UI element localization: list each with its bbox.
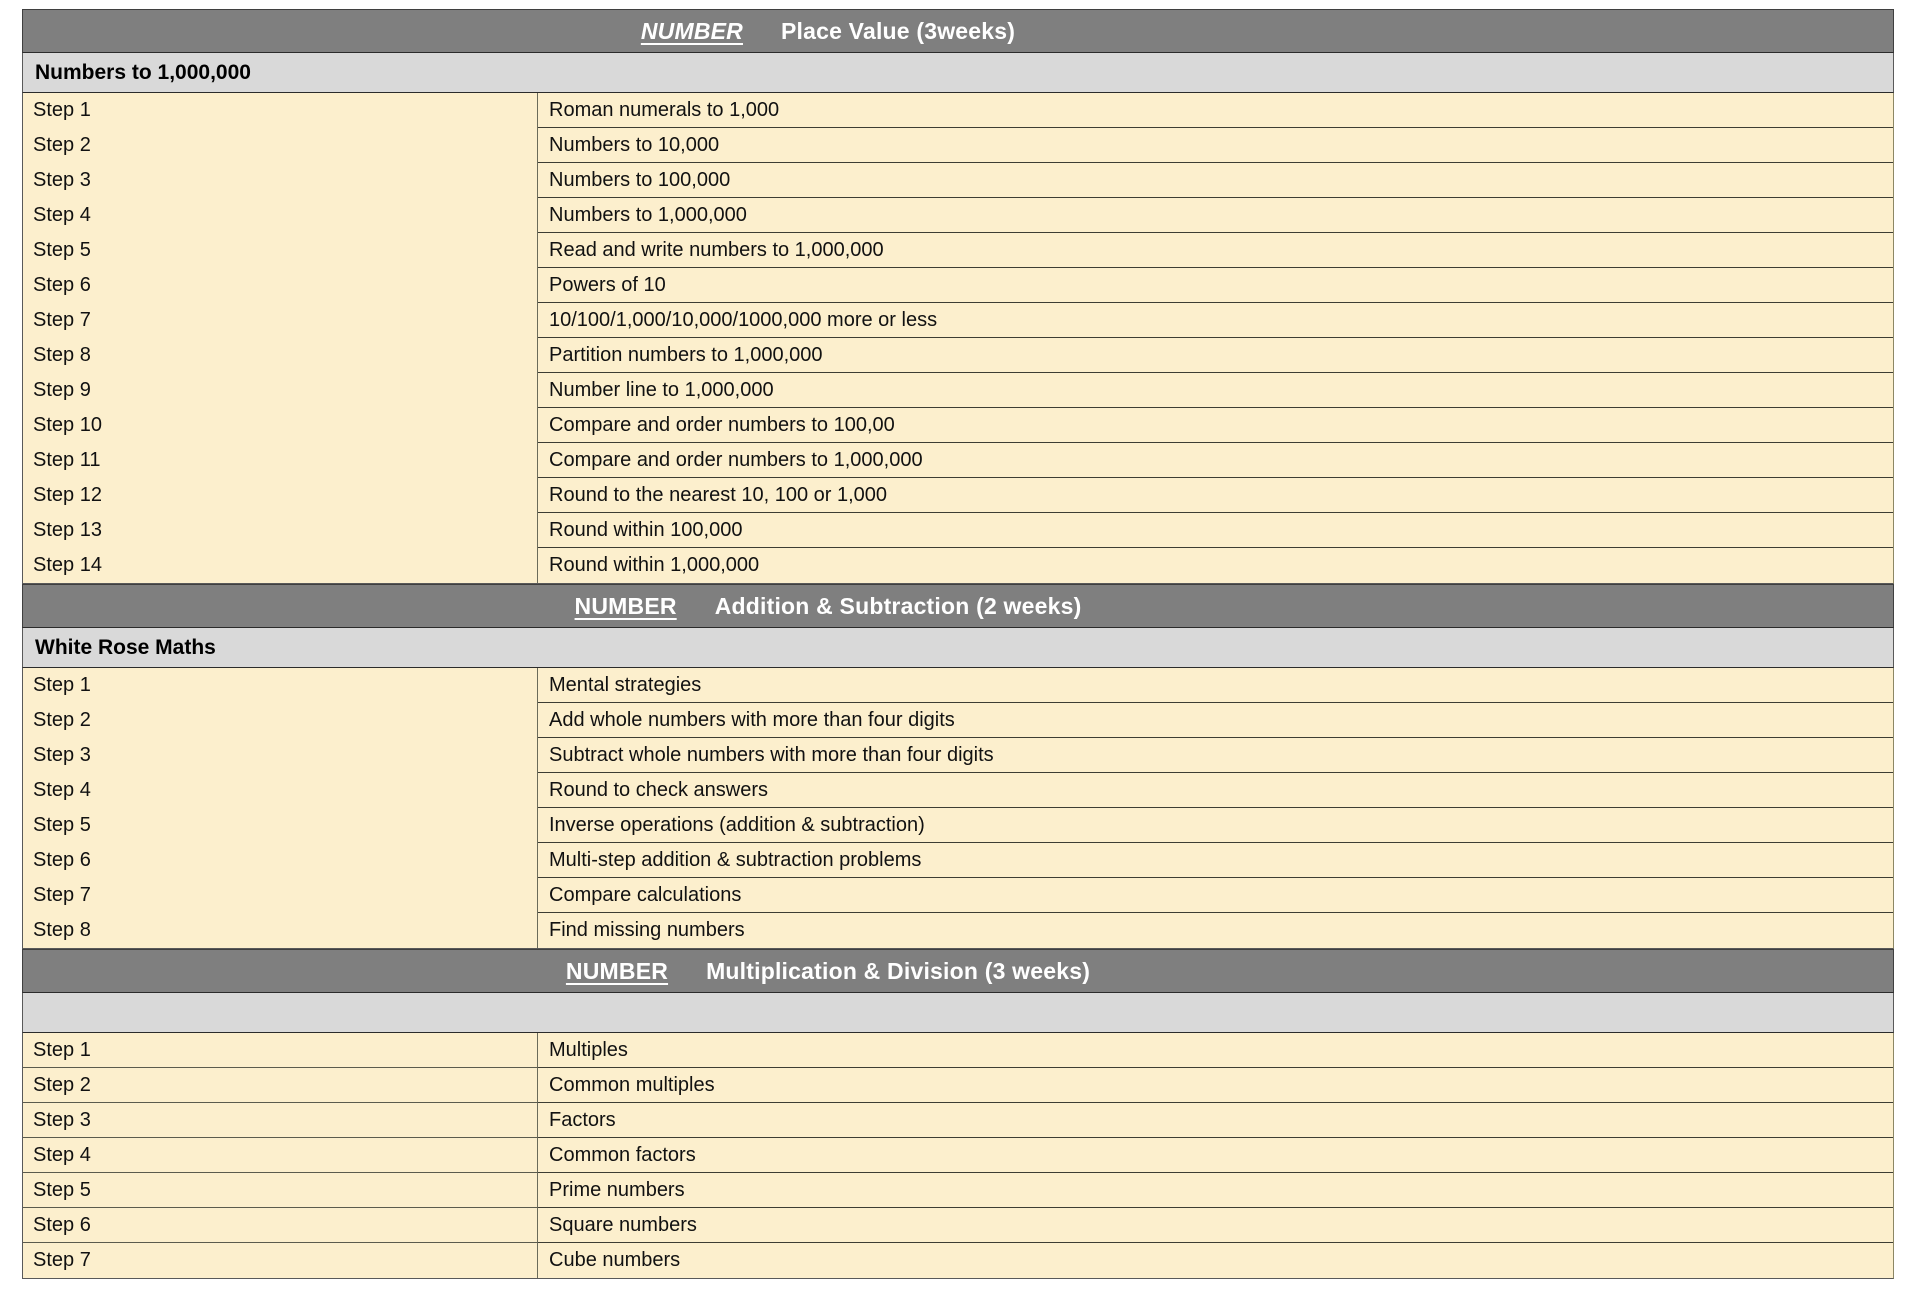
table-row: [23, 478, 1893, 513]
table-row: [23, 163, 1893, 198]
step-label-cell: Step 6: [23, 268, 538, 303]
section-subheading: White Rose Maths: [22, 628, 1894, 668]
step-description-cell: Read and write numbers to 1,000,000: [538, 233, 1893, 268]
step-description-cell: Round within 1,000,000: [549, 554, 760, 576]
step-label-cell: Step 4: [23, 1138, 538, 1173]
table-row: [23, 1103, 1893, 1138]
table-row: [23, 93, 1893, 128]
step-label-cell: Step 3: [23, 738, 538, 773]
table-row: [23, 408, 1893, 443]
table-row: [23, 738, 1893, 773]
step-description-cell: Find missing numbers: [549, 919, 745, 941]
section-header-inner: [575, 593, 1082, 620]
table-row: [23, 1243, 1893, 1278]
step-label-cell: Step 3: [23, 1103, 538, 1138]
step-label-cell: Step 10: [23, 408, 538, 443]
step-description-cell: Compare and order numbers to 1,000,000: [538, 443, 1893, 478]
step-description-cell: Number line to 1,000,000: [538, 373, 1893, 408]
step-description-cell: 10/100/1,000/10,000/1000,000 more or less: [538, 303, 1893, 338]
step-description-cell: Cube numbers: [549, 1249, 681, 1271]
table-row: [23, 338, 1893, 373]
step-description-cell: Compare calculations: [538, 878, 1893, 913]
section-rows: [22, 668, 1894, 949]
step-label-cell: Step 8: [23, 913, 538, 948]
step-label-cell: Step 6: [23, 843, 538, 878]
table-row: [23, 808, 1893, 843]
table-row: [23, 548, 1893, 583]
table-row: [23, 703, 1893, 738]
step-description-cell: Multi-step addition & subtraction problems: [538, 843, 1893, 878]
table-row: [23, 268, 1893, 303]
section-header-inner: [641, 18, 1015, 45]
step-description-cell: Factors: [538, 1103, 1893, 1138]
step-description-cell: Mental strategies: [538, 668, 1893, 703]
section-subheading: [22, 993, 1894, 1033]
step-description-cell: Common multiples: [538, 1068, 1893, 1103]
step-label-cell: Step 2: [23, 703, 538, 738]
step-description-cell: Numbers to 1,000,000: [538, 198, 1893, 233]
section-topic-label: Multiplication & Division (3 weeks): [706, 957, 1091, 984]
step-label-cell: Step 8: [23, 338, 538, 373]
step-label-cell: Step 5: [23, 1173, 538, 1208]
step-description-cell: Powers of 10: [538, 268, 1893, 303]
step-label-cell: Step 2: [23, 128, 538, 163]
table-row: [23, 303, 1893, 338]
table-row: [23, 128, 1893, 163]
table-row: [23, 1138, 1893, 1173]
step-description-cell: Subtract whole numbers with more than four digits: [538, 738, 1893, 773]
table-row: [23, 843, 1893, 878]
step-label-cell: Step 9: [23, 373, 538, 408]
step-description-cell: Round to the nearest 10, 100 or 1,000: [538, 478, 1893, 513]
table-row: [23, 513, 1893, 548]
table-row: [23, 373, 1893, 408]
section-rows: [22, 93, 1894, 584]
step-label-cell: Step 5: [23, 808, 538, 843]
table-row: [23, 913, 1893, 948]
table-row: [23, 1033, 1893, 1068]
step-description-cell: Compare and order numbers to 100,00: [538, 408, 1893, 443]
section-header-inner: [566, 958, 1090, 985]
table-row: [23, 1068, 1893, 1103]
step-label-cell: Step 2: [23, 1068, 538, 1103]
step-description-cell: Multiples: [538, 1033, 1893, 1068]
section-strand-label: NUMBER: [565, 957, 669, 984]
step-description-cell: Prime numbers: [538, 1173, 1893, 1208]
section-subheading: Numbers to 1,000,000: [22, 53, 1894, 93]
curriculum-table: [22, 9, 1894, 1279]
step-label-cell: Step 7: [23, 1243, 538, 1278]
section-topic-label: Place Value (3weeks): [780, 17, 1016, 44]
section-header-band: [22, 949, 1894, 993]
table-row: [23, 773, 1893, 808]
step-description-cell: Numbers to 100,000: [538, 163, 1893, 198]
section-strand-label: NUMBER: [574, 592, 677, 619]
step-label-cell: Step 4: [23, 198, 538, 233]
section-header-band: [22, 9, 1894, 53]
step-label-cell: Step 6: [23, 1208, 538, 1243]
step-label-cell: Step 1: [23, 1033, 538, 1068]
step-label-cell: Step 3: [23, 163, 538, 198]
table-row: [23, 1208, 1893, 1243]
step-label-cell: Step 1: [23, 93, 538, 128]
section-topic-label: Addition & Subtraction (2 weeks): [714, 592, 1082, 619]
step-label-cell: Step 7: [23, 878, 538, 913]
table-row: [23, 668, 1893, 703]
section-strand-label: NUMBER: [640, 17, 743, 44]
step-label-cell: Step 7: [23, 303, 538, 338]
table-row: [23, 1173, 1893, 1208]
step-description-cell: Round to check answers: [538, 773, 1893, 808]
step-description-cell: Add whole numbers with more than four digits: [538, 703, 1893, 738]
step-label-cell: Step 1: [23, 668, 538, 703]
step-label-cell: Step 13: [23, 513, 538, 548]
step-description-cell: Common factors: [538, 1138, 1893, 1173]
step-label-cell: Step 11: [23, 443, 538, 478]
step-label-cell: Step 14: [23, 548, 538, 583]
table-row: [23, 878, 1893, 913]
step-description-cell: Round within 100,000: [538, 513, 1893, 548]
step-label-cell: Step 4: [23, 773, 538, 808]
step-description-cell: Partition numbers to 1,000,000: [538, 338, 1893, 373]
step-label-cell: Step 5: [23, 233, 538, 268]
step-description-cell: Numbers to 10,000: [538, 128, 1893, 163]
step-description-cell: Roman numerals to 1,000: [538, 93, 1893, 128]
section-rows: [22, 1033, 1894, 1279]
table-row: [23, 233, 1893, 268]
step-label-cell: Step 12: [23, 478, 538, 513]
table-row: [23, 198, 1893, 233]
step-description-cell: Square numbers: [538, 1208, 1893, 1243]
step-description-cell: Inverse operations (addition & subtraction): [538, 808, 1893, 843]
table-row: [23, 443, 1893, 478]
section-header-band: [22, 584, 1894, 628]
